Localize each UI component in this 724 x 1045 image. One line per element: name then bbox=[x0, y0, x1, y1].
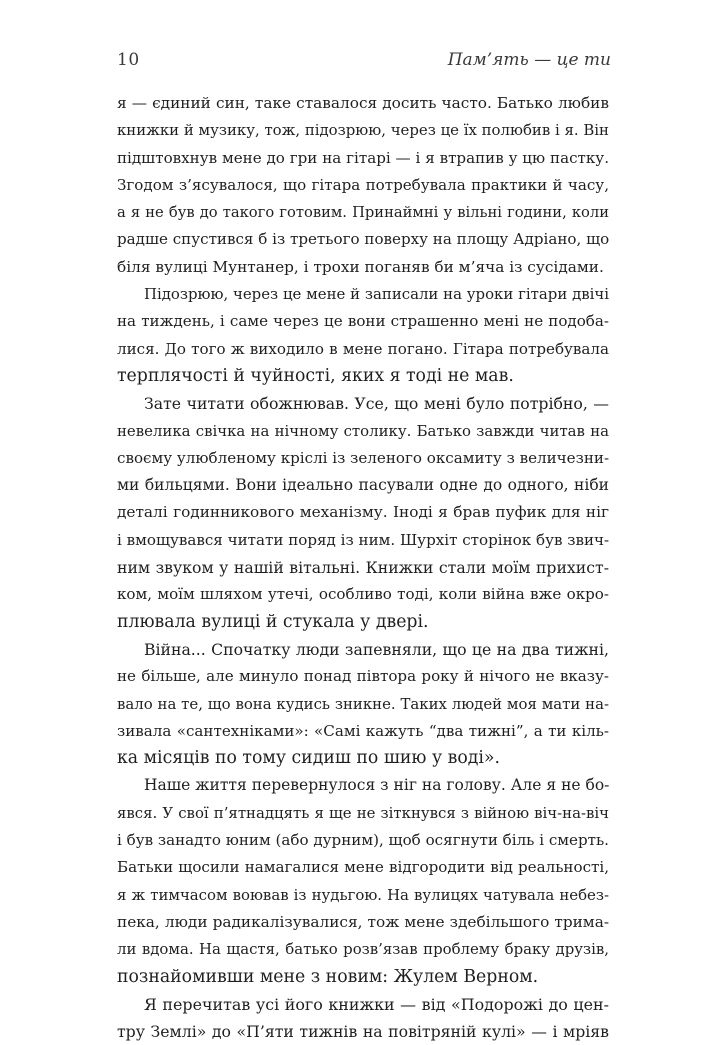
text-line: на тиждень, і саме через це вони страшенно мені не подоба- bbox=[117, 312, 609, 331]
text-line: Війна... Спочатку люди запевняли, що це на два тижні, bbox=[144, 639, 609, 659]
text-line: а я не був до такого готовим. Принаймні у вільні години, коли bbox=[117, 204, 609, 222]
text-line: тру Землі» до «П’яти тижнів на повітряній кулі» — і мріяв bbox=[117, 1022, 609, 1042]
text-line: ми бильцями. Вони ідеально пасували одне до одного, ніби bbox=[117, 476, 609, 495]
text-line: я — єдиний син, таке ставалося досить часто. Батько любив bbox=[117, 94, 609, 112]
page-number: 10 bbox=[117, 50, 140, 70]
text-line: не більше, але минуло понад півтора року й нічого не вказу- bbox=[117, 667, 609, 686]
text-line: і вмощувався читати поряд із ним. Шурхіт сторінок був звич- bbox=[117, 530, 610, 549]
text-line: своєму улюбленому кріслі із зеленого оксамиту з величезни- bbox=[117, 448, 610, 467]
text-line: познайомивши мене з новим: Жулем Верном. bbox=[117, 966, 539, 987]
text-line: ка місяців по тому сидиш по шию у воді». bbox=[117, 748, 500, 769]
text-line: підштовхнув мене до гри на гітарі — і я втрапив у цю пастку. bbox=[117, 148, 609, 167]
text-line: ли вдома. На щастя, батько розв’язав проблему браку друзів, bbox=[117, 940, 609, 959]
text-line: Згодом з’ясувалося, що гітара потребувала практики й часу, bbox=[117, 175, 609, 194]
text-line: книжки й музику, тож, підозрюю, через це їх полюбив і я. Він bbox=[117, 121, 609, 140]
text-line: лися. До того ж виходило в мене погано. Гітара потребувала bbox=[117, 339, 609, 358]
body-text bbox=[117, 90, 609, 1045]
text-line: деталі годинникового механізму. Іноді я брав пуфик для ніг bbox=[117, 503, 609, 522]
text-line: біля вулиці Мунтанер, і трохи поганяв би м’яча із сусідами. bbox=[117, 257, 604, 276]
text-line: ним звуком у нашій вітальні. Книжки стали моїм прихист- bbox=[117, 558, 609, 578]
text-line: Зате читати обожнював. Усе, що мені було потрібно, — bbox=[144, 394, 609, 414]
text-line: явся. У свої п’ятнадцять я ще не зіткнувся з війною віч-на-віч bbox=[117, 803, 609, 822]
text-line: зивала «сантехніками»: «Самі кажуть “два тижні”, а ти кіль- bbox=[117, 721, 609, 740]
running-header-title: Пам’ять — це ти bbox=[447, 50, 611, 70]
text-line: ком, моїм шляхом утечі, особливо тоді, коли війна вже окро- bbox=[117, 585, 609, 604]
text-line: і був занадто юним (або дурним), щоб осягнути біль і смерть. bbox=[117, 831, 609, 850]
text-line: плювала вулиці й стукала у двері. bbox=[117, 611, 429, 632]
text-line: Підозрюю, через це мене й записали на уроки гітари двічі bbox=[144, 285, 609, 304]
text-line: Батьки щосили намагалися мене відгородити від реальності, bbox=[117, 858, 609, 877]
text-line: невелика свічка на нічному столику. Батько завжди читав на bbox=[117, 421, 609, 440]
text-line: Наше життя перевернулося з ніг на голову. Але я не бо- bbox=[144, 776, 610, 795]
text-line: радше спустився б із третього поверху на площу Адріано, що bbox=[117, 230, 610, 249]
text-line: я ж тимчасом воював із нудьгою. На вулицях чатувала небез- bbox=[117, 885, 609, 904]
text-line: Я перечитав усі його книжки — від «Подорожі до цен- bbox=[144, 994, 609, 1014]
text-line: вало на те, що вона кудись зникне. Таких людей моя мати на- bbox=[117, 694, 609, 713]
text-line: пека, люди радикалізувалися, тож мене здебільшого трима- bbox=[117, 912, 609, 931]
text-line: терплячості й чуйності, яких я тоді не мав. bbox=[117, 365, 514, 386]
